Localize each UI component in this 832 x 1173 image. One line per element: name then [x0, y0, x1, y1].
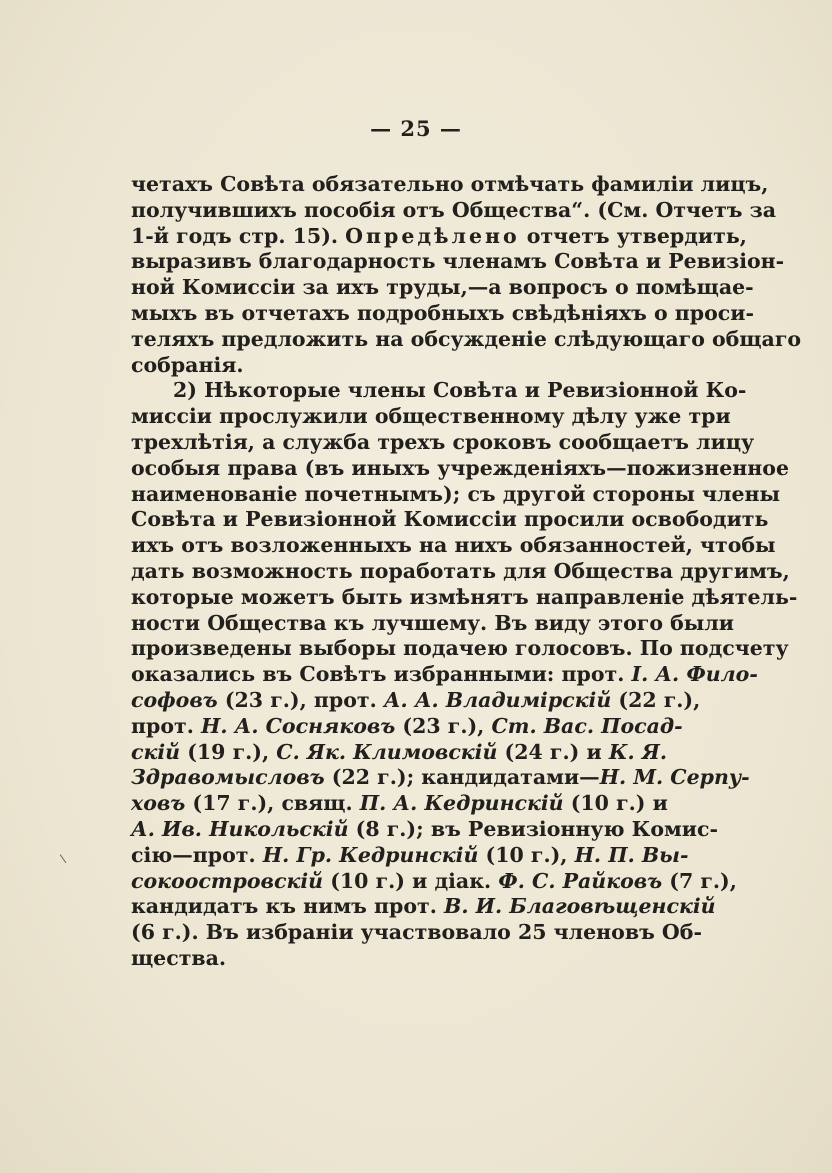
page-number: — 25 —: [370, 116, 462, 141]
text-line: [131, 455, 790, 482]
body-text: [131, 172, 802, 972]
text-line: [131, 791, 667, 817]
text-line: [131, 610, 735, 637]
name-text: І. А. Фило-: [631, 662, 758, 687]
name-text: П. А. Кедринскій: [359, 791, 564, 816]
text-line: [131, 249, 785, 275]
text-segment: мыхъ въ отчетахъ подробныхъ свѣдѣніяхъ о проси-: [131, 300, 754, 325]
text-line: [131, 713, 683, 740]
text-segment: (19 г.),: [180, 739, 277, 764]
text-segment: (24 г.) и: [497, 739, 609, 764]
text-segment: (23 г.), прот.: [217, 687, 384, 712]
text-segment: отчетъ утвердить,: [519, 223, 747, 248]
text-segment: ности Общества къ лучшему. Въ виду этого были: [131, 610, 735, 635]
name-text: Ст. Вас. Посад-: [491, 713, 683, 738]
name-text: Ф. С. Райковъ: [498, 868, 663, 893]
name-text: К. Я.: [608, 739, 667, 764]
name-text: скій: [131, 739, 181, 764]
text-segment: ихъ отъ возложенныхъ на нихъ обязанностей, чтобы: [131, 533, 776, 558]
text-line: [131, 920, 702, 946]
text-line: [131, 429, 755, 456]
text-line: [131, 223, 747, 250]
text-segment: собранія.: [131, 352, 244, 377]
name-text: А. Ив. Никольскій: [131, 816, 349, 841]
name-text: А. А. Владимірскій: [383, 687, 612, 712]
spaced-text: Опредѣлено: [345, 223, 520, 248]
text-line: [131, 507, 769, 533]
text-segment: (6 г.). Въ избраніи участвовало 25 членовъ Об-: [131, 920, 702, 945]
text-segment: теляхъ предложить на обсужденіе слѣдующаго общаго: [131, 326, 802, 351]
text-segment: произведены выборы подачею голосовъ. По подсчету: [131, 636, 789, 661]
text-line: [131, 300, 754, 327]
text-segment: (8 г.); въ Ревизіонную Комис-: [348, 816, 718, 841]
text-line: [131, 842, 689, 869]
text-segment: (22 г.); кандидатами—: [324, 765, 600, 790]
text-line: [131, 894, 716, 920]
name-text: В. И. Благовѣщенскій: [444, 894, 716, 919]
text-segment: 2) Нѣкоторые члены Совѣта и Ревизіонной Ко-: [173, 378, 747, 403]
text-segment: (23 г.),: [395, 713, 492, 738]
text-segment: наименованіе почетнымъ); съ другой стороны члены: [131, 481, 781, 506]
text-line: [131, 533, 776, 559]
text-segment: (22 г.),: [611, 687, 701, 712]
name-text: Н. М. Серпу-: [599, 765, 750, 790]
text-line: [131, 378, 747, 404]
text-line: [131, 946, 667, 972]
text-line: [131, 765, 750, 791]
margin-mark: [60, 851, 71, 863]
text-line: [131, 816, 718, 843]
text-line: [131, 172, 769, 198]
text-segment: выразивъ благодарность членамъ Совѣта и Ревизіон-: [131, 249, 785, 274]
text-segment: оказались въ Совѣтъ избранными: прот.: [131, 662, 632, 687]
text-line: [131, 584, 798, 611]
name-text: Здравомысловъ: [131, 765, 325, 790]
text-line: [131, 275, 754, 301]
name-text: Н. А. Сосняковъ: [201, 713, 396, 738]
text-segment: которые можетъ быть измѣнятъ направленіе дѣятель-: [131, 584, 798, 609]
name-text: Н. П. Вы-: [574, 842, 689, 867]
text-line: [131, 662, 758, 688]
name-text: софовъ: [131, 687, 218, 712]
text-line: [131, 687, 701, 714]
name-text: ховъ: [131, 791, 186, 816]
name-text: Н. Гр. Кедринскій: [262, 842, 479, 867]
text-segment: миссіи прослужили общественному дѣлу уже три: [131, 404, 731, 429]
name-text: С. Як. Климовскій: [276, 739, 498, 764]
text-line: [131, 481, 781, 508]
text-segment: (17 г.), свящ.: [185, 791, 360, 816]
text-line: [131, 740, 667, 766]
text-segment: особыя права (въ иныхъ учрежденіяхъ—пожизненное: [131, 455, 790, 480]
text-line: [131, 868, 737, 895]
text-line: [131, 326, 802, 353]
text-line: [131, 558, 790, 585]
text-line: [131, 353, 667, 379]
text-line: [131, 636, 789, 662]
text-line: [131, 197, 777, 224]
text-segment: 1-й годъ стр. 15).: [131, 223, 346, 248]
text-segment: трехлѣтія, а служба трехъ сроковъ сообщаетъ лицу: [131, 429, 755, 454]
text-segment: четахъ Совѣта обязательно отмѣчать фамиліи лицъ,: [131, 172, 769, 196]
text-segment: ной Комиссіи за ихъ труды,—а вопросъ о помѣщае-: [131, 275, 754, 300]
text-segment: (7 г.),: [662, 868, 737, 893]
text-segment: получившихъ пособія отъ Общества“. (См. Отчетъ за: [131, 197, 777, 222]
text-segment: Совѣта и Ревизіонной Комиссіи просили освободить: [131, 507, 769, 532]
text-segment: (10 г.) и діак.: [323, 868, 499, 893]
text-segment: кандидатъ къ нимъ прот.: [131, 894, 445, 919]
text-segment: щества.: [131, 945, 227, 970]
text-segment: прот.: [131, 713, 201, 738]
text-line: [131, 404, 731, 430]
text-segment: (10 г.),: [478, 842, 575, 867]
text-segment: дать возможность поработать для Общества другимъ,: [131, 558, 790, 583]
text-segment: сію—прот.: [131, 842, 263, 867]
text-segment: (10 г.) и: [563, 791, 668, 816]
name-text: сокоостровскій: [131, 868, 324, 893]
